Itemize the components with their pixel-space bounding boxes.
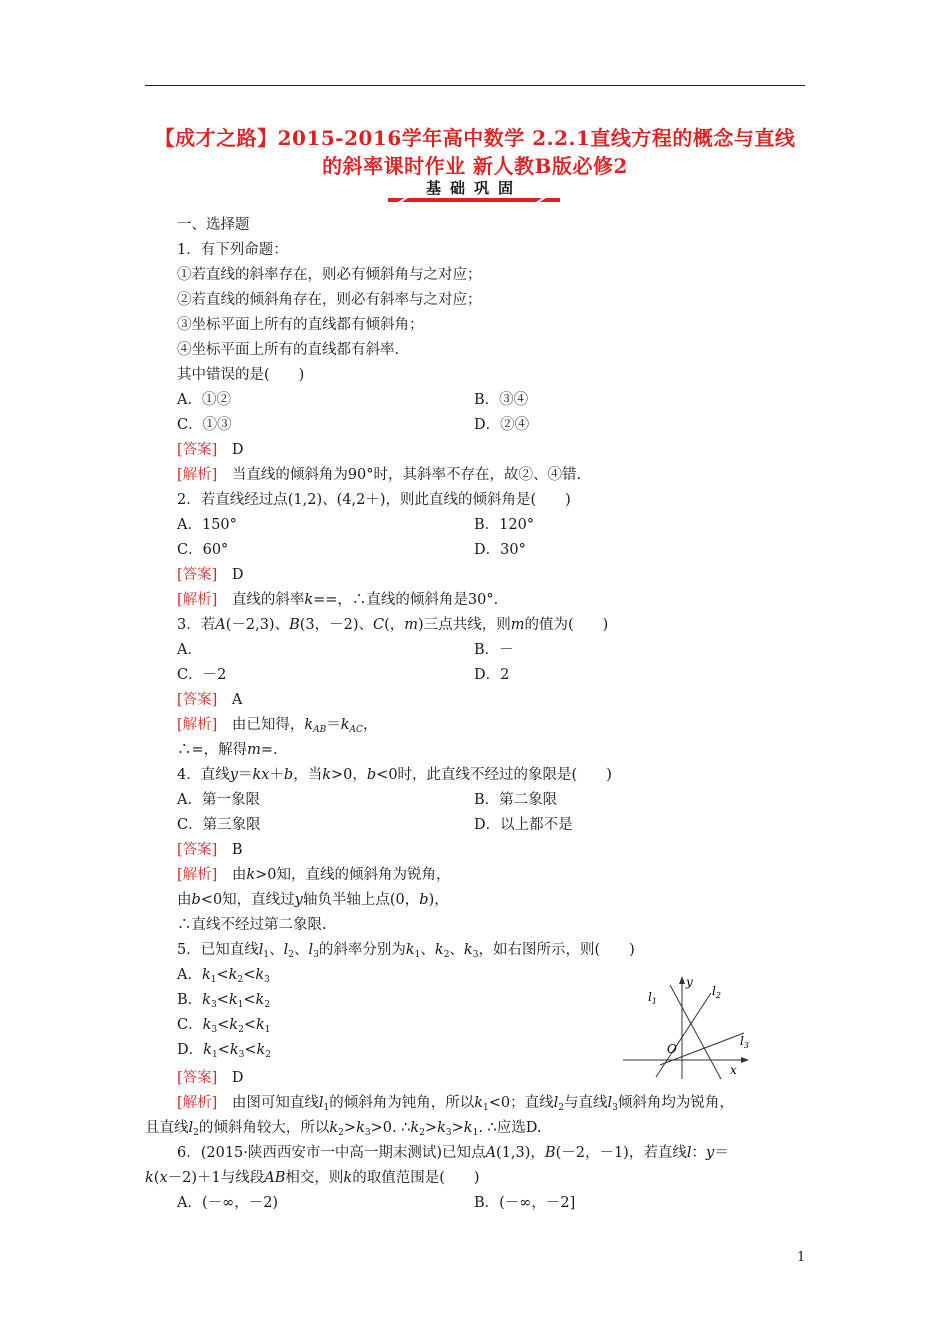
q1-analysis — [177, 465, 581, 485]
banner-label: 基础巩固 — [425, 179, 522, 197]
q3-option-a: A． — [177, 642, 202, 658]
q6-option-b: B．(－∞，－2] — [474, 1195, 576, 1211]
analysis-tag: [解析] — [177, 467, 218, 483]
q4-option-a: A．第一象限 — [177, 792, 260, 808]
q6-option-a: A．(－∞，－2) — [177, 1195, 279, 1211]
q3-analysis: [解析] 由已知得，$k_{AB}=k_{AC}$， — [177, 717, 378, 735]
analysis-tag: [解析] — [177, 1095, 218, 1111]
fig-l3-label: l — [740, 1034, 744, 1048]
q2-option-a: A．150° — [177, 517, 237, 533]
fig-l1-label: l — [648, 990, 652, 1004]
q1-option-d: D．②④ — [474, 417, 530, 433]
q1-prop3: ③坐标平面上所有的直线都有倾斜角； — [177, 317, 424, 333]
line-l2 — [656, 993, 711, 1077]
q5-figure — [618, 973, 758, 1085]
line-l1 — [670, 985, 721, 1079]
q4-option-b: B．第二象限 — [474, 792, 558, 808]
fig-x-label: x — [730, 1063, 737, 1077]
svg-text:l1: $l_1$ — [648, 990, 657, 1006]
q5-answer — [177, 1068, 243, 1088]
q1-analysis-text: 当直线的倾斜角为90°时，其斜率不存在，故②、④错. — [231, 467, 582, 483]
q4-analysis-line3: ∴直线不经过第二象限. — [177, 917, 327, 933]
q5-analysis: [解析] 由图可知直线$l_1$的倾斜角为钝角，所以$k_1<0$；直线$l_2$与直线$l_3$倾斜角均为锐角， — [177, 1095, 734, 1113]
doc-title-line1: 【成才之路】2015-2016学年高中数学 2.2.1直线方程的概念与直线 — [154, 126, 796, 150]
q5-option-d: D．$k_1<k_3<k_2$ — [177, 1042, 272, 1060]
q2-answer-value: D — [231, 567, 244, 583]
q1-stem: 1．有下列命题： — [177, 242, 288, 258]
q4-answer — [177, 840, 242, 860]
q5-stem: 5．已知直线$l_1$、$l_2$、$l_3$的斜率分别为$k_1$、$k_2$、$k_3$，如右图所示，则( ) — [177, 942, 635, 960]
header-rule — [145, 85, 805, 86]
q3-stem: 3．若A(－2,3)、B(3，－2)、C(，m)三点共线，则m的值为( ) — [177, 617, 609, 633]
q4-analysis: [解析] 由k>0知，直线的倾斜角为锐角， — [177, 867, 451, 883]
q3-option-b: B．－ — [474, 642, 514, 658]
q2-answer — [177, 565, 243, 585]
q5-analysis-line2: 且直线$l_2$的倾斜角较大，所以$k_2>k_3>0$. $\therefore k_2>k_3>k_1$. ∴应选D. — [145, 1120, 542, 1138]
q1-prop4: ④坐标平面上所有的直线都有斜率. — [177, 342, 400, 358]
q3-option-c: C．－2 — [177, 667, 227, 683]
q1-option-b: B．③④ — [474, 392, 529, 408]
section-heading: 一、选择题 — [177, 217, 250, 233]
q3-analysis-line2: ∴=，解得m=. — [177, 742, 278, 758]
q1-option-a: A．①② — [177, 392, 231, 408]
y-arrow-icon — [679, 976, 685, 984]
section-banner — [388, 178, 560, 204]
q6-stem-line2: k(x－2)＋1与线段AB相交，则k的取值范围是( ) — [145, 1170, 480, 1186]
fig-y-label: y — [686, 975, 693, 989]
q1-prop2: ②若直线的倾斜角存在，则必有斜率与之对应； — [177, 292, 482, 308]
q1-prop1: ①若直线的斜率存在，则必有倾斜角与之对应； — [177, 267, 482, 283]
answer-tag: [答案] — [177, 842, 218, 858]
svg-text:l3: $l_3$ — [740, 1034, 749, 1050]
q3-answer-value: A — [231, 692, 243, 708]
answer-tag: [答案] — [177, 567, 218, 583]
q5-option-b: B．$k_3<k_1<k_2$ — [177, 992, 271, 1010]
q3-answer — [177, 690, 242, 710]
q4-answer-value: B — [231, 842, 243, 858]
q2-option-b: B．120° — [474, 517, 535, 533]
answer-tag: [答案] — [177, 442, 218, 458]
fig-l2-label: l — [712, 984, 716, 998]
q5-answer-value: D — [231, 1070, 244, 1086]
q4-analysis-line2: 由b<0知，直线过y轴负半轴上点(0，b)， — [177, 892, 449, 908]
answer-tag: [答案] — [177, 1070, 218, 1086]
q3-option-d: D．2 — [474, 667, 510, 683]
q5-option-c: C．$k_3<k_2<k_1$ — [177, 1017, 271, 1035]
q5-option-a: A．$k_1<k_2<k_3$ — [177, 967, 270, 985]
q1-answer-value: D — [231, 442, 244, 458]
analysis-tag: [解析] — [177, 867, 218, 883]
analysis-tag: [解析] — [177, 592, 218, 608]
q2-stem: 2．若直线经过点(1,2)、(4,2＋)，则此直线的倾斜角是( ) — [177, 492, 571, 508]
q2-analysis: [解析] 直线的斜率k==，∴直线的倾斜角是30°. — [177, 592, 499, 608]
answer-tag: [答案] — [177, 692, 218, 708]
q6-stem: 6．(2015·陕西西安市一中高一期末测试)已知点A(1,3)，B(－2，－1)，若直线l：y＝ — [177, 1145, 729, 1161]
analysis-tag: [解析] — [177, 717, 218, 733]
q4-stem: 4．直线y＝kx＋b，当k>0，b<0时，此直线不经过的象限是( ) — [177, 767, 612, 783]
q4-option-d: D．以上都不是 — [474, 817, 573, 833]
svg-text:l2: $l_2$ — [712, 984, 721, 1000]
doc-title-line2: 的斜率课时作业 新人教B版必修2 — [322, 154, 628, 178]
q2-option-c: C．60° — [177, 542, 229, 558]
q1-ask: 其中错误的是( ) — [177, 367, 305, 383]
fig-origin-label: O — [667, 1042, 677, 1056]
q2-option-d: D．30° — [474, 542, 526, 558]
page-number: 1 — [797, 1250, 806, 1265]
q1-answer — [177, 440, 243, 460]
x-arrow-icon — [741, 1057, 749, 1063]
q4-option-c: C．第三象限 — [177, 817, 261, 833]
q1-option-c: C．①③ — [177, 417, 232, 433]
